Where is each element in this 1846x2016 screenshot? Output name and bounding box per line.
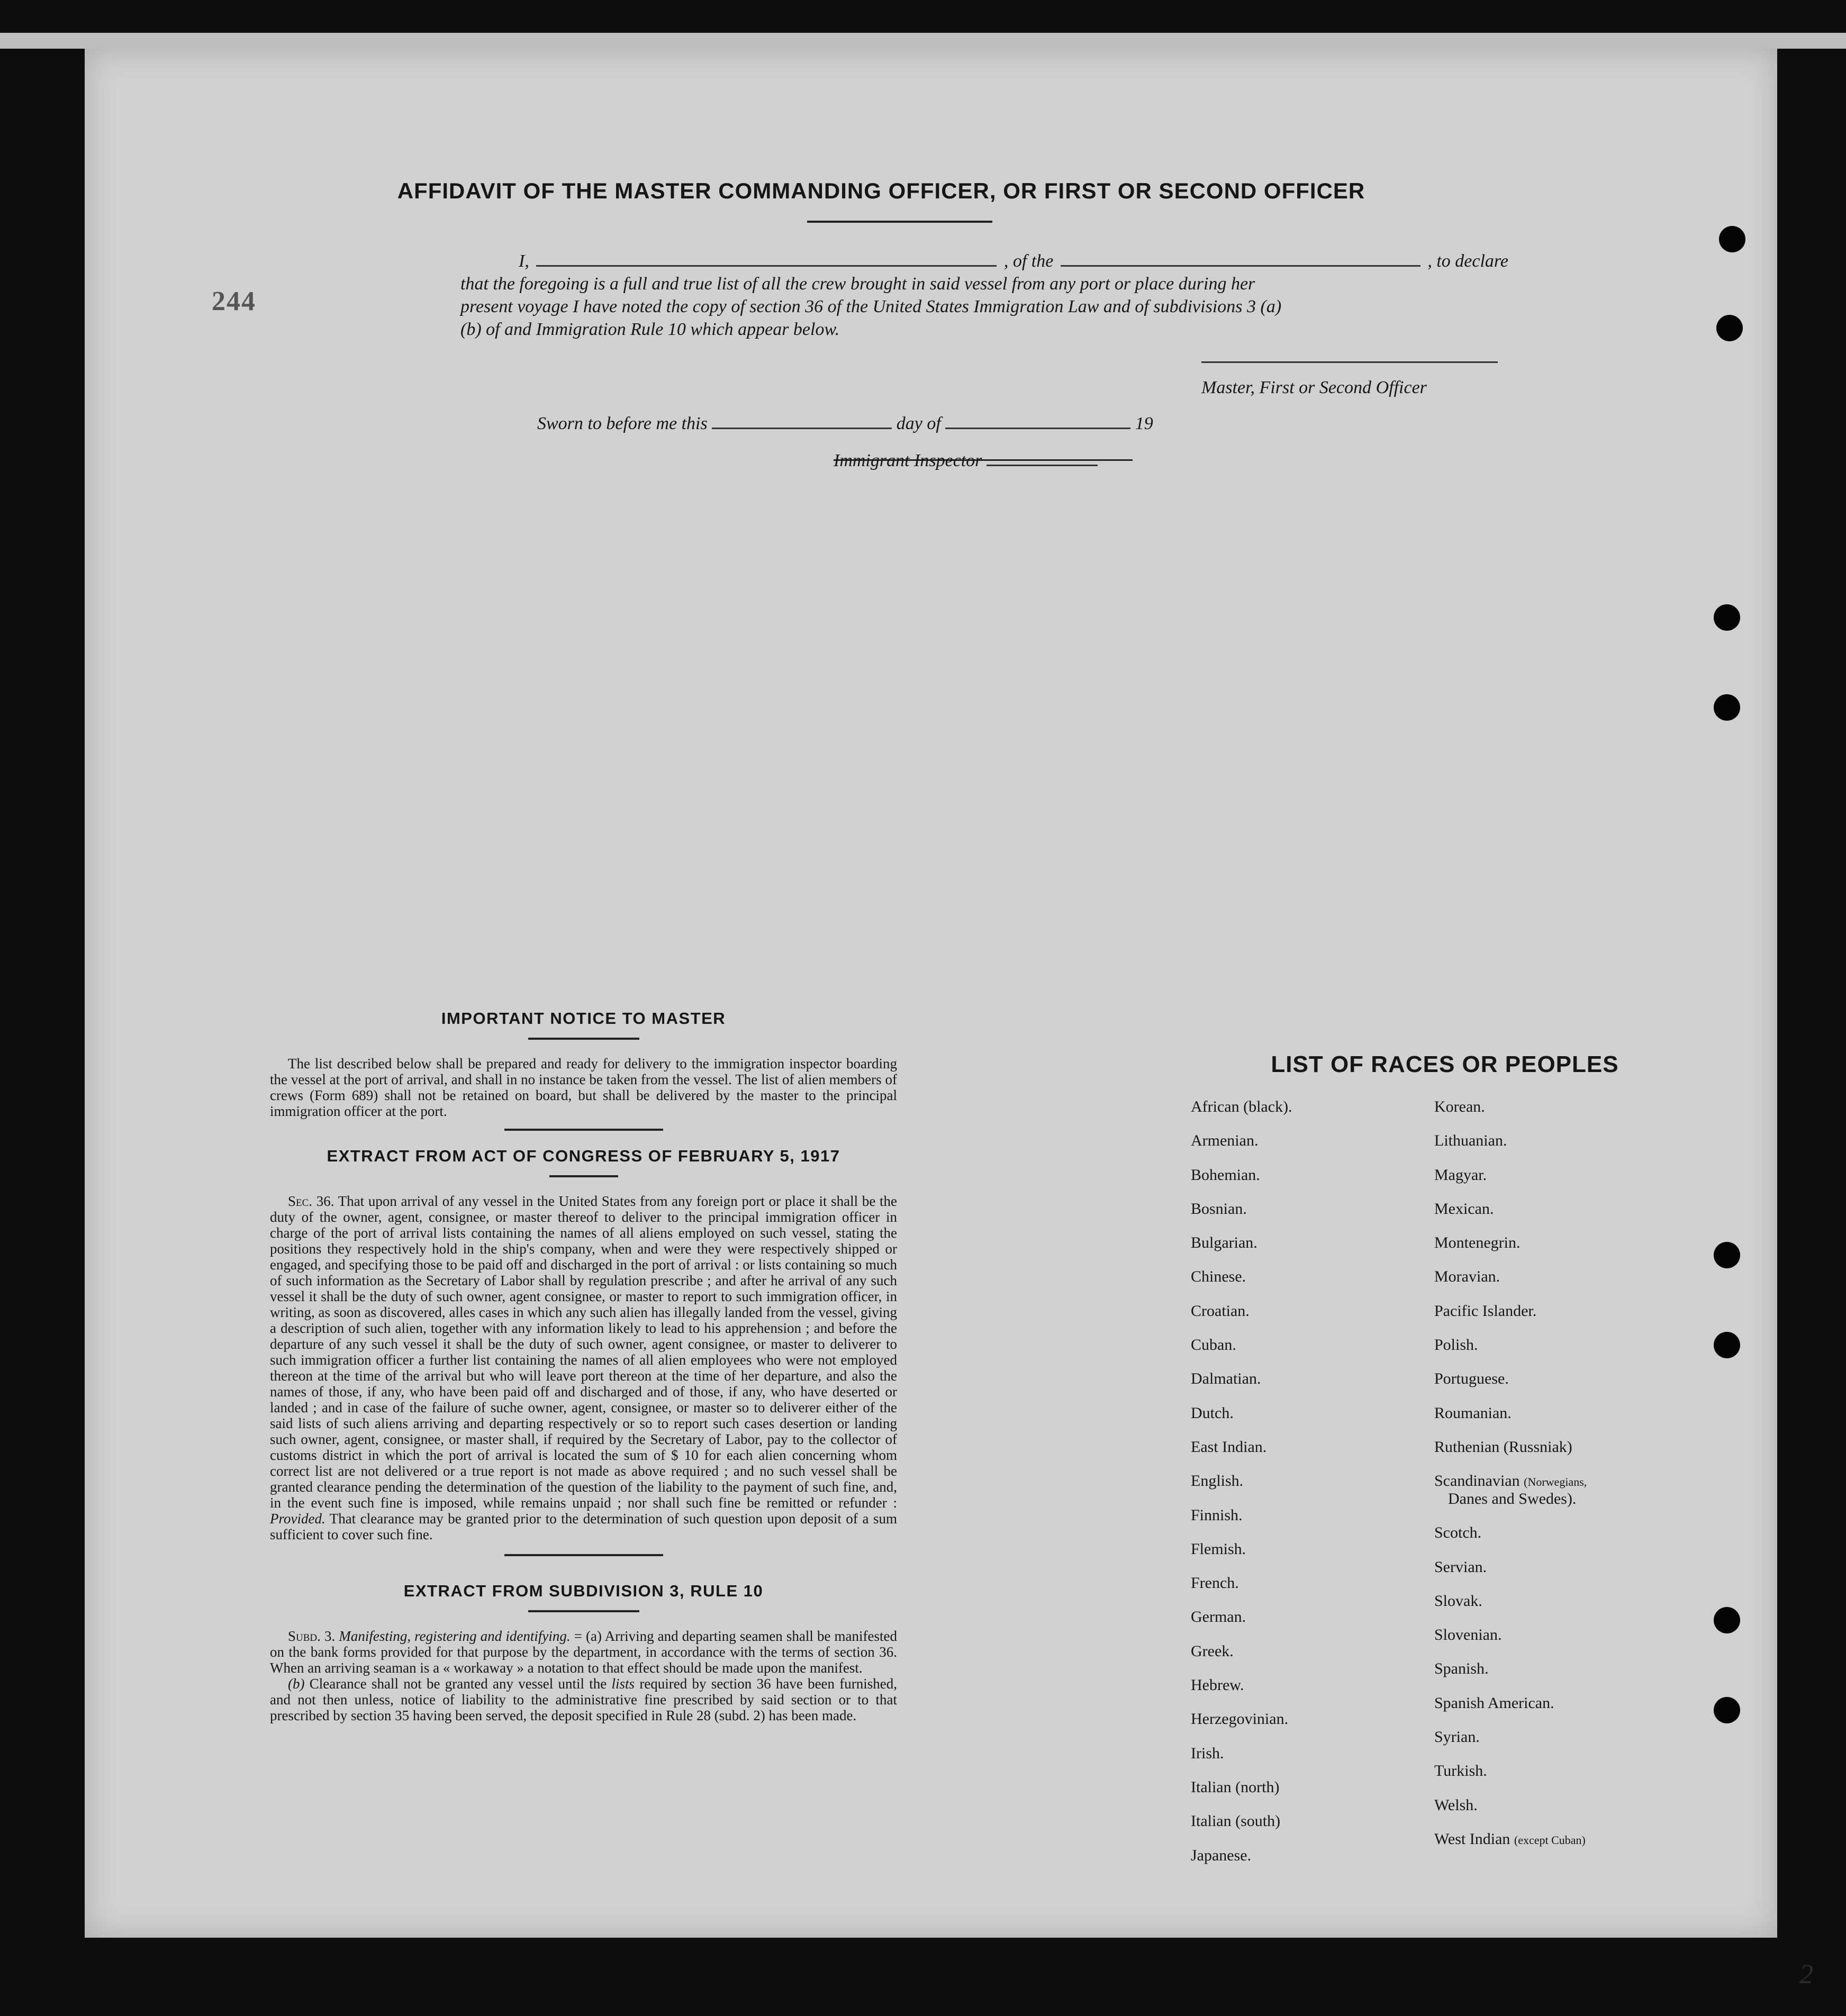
- race-item: Syrian.: [1434, 1728, 1480, 1746]
- race-item: Dutch.: [1191, 1404, 1234, 1422]
- rule-para-b-text-2: required by section 36 have been furnished, and not then unless, notice of liability to the administrative fine prescribed by said section or to that prescribed by section 35 having been served, the deposit specified in Rule 28 (subd. 2) has been made.: [270, 1676, 898, 1723]
- race-item: English.: [1191, 1472, 1244, 1490]
- race-item: Bohemian.: [1191, 1166, 1260, 1184]
- race-item: Mexican.: [1434, 1200, 1494, 1218]
- race-item: Ruthenian (Russniak): [1434, 1438, 1572, 1456]
- race-item: African (black).: [1191, 1098, 1292, 1115]
- race-item: Finnish.: [1191, 1506, 1243, 1524]
- act-section-text-end: That clearance may be granted prior to the determination of such question upon deposit of a sum sufficient to cover such fine.: [270, 1511, 897, 1542]
- race-item: Spanish American.: [1434, 1694, 1554, 1712]
- affidavit-line-3: present voyage I have noted the copy of section 36 of the United States Immigration Law and of subdivisions 3 (a): [460, 297, 1282, 316]
- sworn-month-blank[interactable]: [945, 427, 1130, 429]
- rule-b-label: (b): [288, 1676, 305, 1692]
- race-item: Turkish.: [1434, 1762, 1487, 1780]
- affidavit-body: [460, 250, 1508, 341]
- race-item: Magyar.: [1434, 1166, 1487, 1184]
- race-item: Spanish.: [1434, 1660, 1489, 1678]
- race-item: French.: [1191, 1574, 1239, 1592]
- notice-divider: [504, 1129, 663, 1131]
- sworn-label: Sworn to before me this: [537, 414, 708, 433]
- binder-hole: [1714, 604, 1740, 631]
- binder-hole: [1714, 1607, 1740, 1633]
- notice-column: [270, 1009, 897, 1723]
- rule-para-a: [270, 1628, 897, 1676]
- title-underline: [807, 221, 992, 223]
- race-item: [1434, 1830, 1667, 1864]
- race-item: East Indian.: [1191, 1438, 1267, 1456]
- notice-heading: IMPORTANT NOTICE TO MASTER: [441, 1009, 726, 1028]
- race-item-label: West Indian: [1434, 1830, 1510, 1848]
- binder-hole: [1714, 1697, 1740, 1723]
- race-item: Roumanian.: [1434, 1404, 1512, 1422]
- race-item: Lithuanian.: [1434, 1132, 1507, 1150]
- races-right-column: [1434, 1098, 1667, 1881]
- rule-subd-label: Subd. 3.: [288, 1628, 336, 1644]
- race-item: Japanese.: [1191, 1846, 1252, 1864]
- affidavit-line-4: (b) of and Immigration Rule 10 which appear below.: [460, 320, 840, 339]
- act-text: [270, 1193, 897, 1542]
- race-item: Armenian.: [1191, 1132, 1259, 1150]
- binder-hole: [1714, 1332, 1740, 1358]
- affidavit-i: I,: [519, 251, 529, 271]
- sworn-line: [537, 414, 1153, 434]
- rule-subd-title: Manifesting, registering and identifying.: [339, 1628, 571, 1644]
- race-item: Slovak.: [1434, 1592, 1482, 1610]
- act-section-label: Sec. 36.: [288, 1193, 334, 1209]
- affidavit-line-2: that the foregoing is a full and true list of all the crew brought in said vessel from any port or place during her: [460, 274, 1255, 294]
- rule-heading-rule: [528, 1610, 639, 1612]
- rule-para-b: [270, 1676, 897, 1723]
- races-left-column: [1191, 1098, 1434, 1881]
- year-prefix: 19: [1135, 414, 1153, 433]
- race-item: Korean.: [1434, 1098, 1485, 1115]
- race-item: Portuguese.: [1434, 1370, 1509, 1388]
- act-provided: Provided.: [270, 1511, 325, 1527]
- race-item: Welsh.: [1434, 1796, 1478, 1814]
- rule-para-b-text-1: Clearance shall not be granted any vessel until the: [309, 1676, 607, 1692]
- affidavit-of-the: , of the: [1003, 251, 1054, 271]
- race-item: Pacific Islander.: [1434, 1302, 1537, 1320]
- races-list: [1191, 1098, 1667, 1881]
- race-item: Polish.: [1434, 1336, 1478, 1354]
- race-item: Montenegrin.: [1434, 1234, 1521, 1252]
- inspector-line: [834, 451, 1098, 471]
- race-item: Bosnian.: [1191, 1200, 1247, 1218]
- race-item: [1434, 1472, 1667, 1524]
- page-number: 2: [1799, 1959, 1813, 1990]
- notice-heading-rule: [528, 1038, 639, 1040]
- act-section-text: That upon arrival of any vessel in the United States from any foreign port or place it shall be the duty of the owner, agent, consignee, or master thereof to deliver to the principal immigration officer in charge of the port of arrival lists containing the names of all aliens employed on such vessel, stating the positions they respectively hold in the ship's company, when and were they were respectively shipped or engaged, and specifying those to be paid off and discharged in the port of arrival : or lists containing so much of such information as the Secretary of Labor shall by regulation prescribe ; and after he arrival of any such vessel it shall be the duty of such owner, agent consignee, or master to report to such immigration officer, in writing, as soon as discovered, alles cases in which any such alien has illegally landed from the vessel, giving a description of such alien, together with any information likely to lead to his apprehension ; and before the departure of any such vessel it shall be the duty of such owner, agent consignee, or master to deliverer to such immigration officer a further list containing the names of all alien employees who were not employed thereon at the time of the arrival but who will leave port thereon at the time of her departure, and also the names of those, if any, who have been paid off and discharged and of those, if any, who have deserted or landed ; and in case of the failure of suche owner, agent, consignee, or master so to deliverer either of the said lists of such aliens arriving and departing respectively or so to report such cases desertion or landing such owner, agent, consignee, or master shall, if required by the Secretary of Labor, pay to the collector of customs district in which the port of arrival is located the sum of $ 10 for each alien concerning whom correct list are not delivered or a true report is not made as above required ; and no such vessel shall be granted clearance pending the determination of the question of the liability to the payment of such fine, and, in the event such fine is imposed, while remains unpaid ; nor shall such fine be remitted or refunder :: [270, 1193, 898, 1511]
- affidavit-to-declare: , to declare: [1427, 251, 1508, 271]
- act-divider: [504, 1554, 663, 1556]
- race-item: Moravian.: [1434, 1268, 1500, 1286]
- race-item: Irish.: [1191, 1744, 1224, 1762]
- race-item-note-line: Danes and Swedes).: [1448, 1490, 1577, 1508]
- race-item: Dalmatian.: [1191, 1370, 1261, 1388]
- signature-blank[interactable]: [1201, 361, 1498, 363]
- binder-hole: [1719, 226, 1745, 252]
- sheet-top-edge: [0, 33, 1846, 49]
- act-heading-rule: [549, 1175, 618, 1177]
- race-item-note: (Norwegians,: [1524, 1475, 1587, 1489]
- inspector-label: Immigrant Inspector: [834, 451, 982, 470]
- races-title: LIST OF RACES OR PEOPLES: [1271, 1051, 1619, 1077]
- inspector-blank[interactable]: [987, 464, 1098, 466]
- act-heading: EXTRACT FROM ACT OF CONGRESS OF FEBRUARY 5, 1917: [327, 1147, 840, 1165]
- margin-mark: 244: [212, 286, 256, 316]
- binder-hole: [1714, 694, 1740, 721]
- race-item: Scotch.: [1434, 1524, 1482, 1542]
- race-item: Greek.: [1191, 1642, 1234, 1660]
- binder-hole: [1714, 1242, 1740, 1268]
- sworn-day-blank[interactable]: [712, 427, 892, 429]
- race-item: Cuban.: [1191, 1336, 1236, 1354]
- name-blank[interactable]: [536, 265, 997, 267]
- race-item: Croatian.: [1191, 1302, 1250, 1320]
- binder-hole: [1716, 315, 1743, 341]
- race-item: Servian.: [1434, 1558, 1487, 1576]
- race-item: Slovenian.: [1434, 1626, 1502, 1644]
- day-of-label: day of: [896, 414, 941, 433]
- notice-text: The list described below shall be prepared and ready for delivery to the immigration inspector boarding the vessel at the port of arrival, and shall in no instance be taken from the vessel. The list of alien members of crews (Form 689) shall not be retained on board, but shall be delivered by the master to the principal immigration officer at the port.: [270, 1056, 897, 1119]
- races-column: [1191, 1051, 1667, 1881]
- rule-para-b-lists: lists: [611, 1676, 635, 1692]
- rule-heading: EXTRACT FROM SUBDIVISION 3, RULE 10: [403, 1582, 764, 1600]
- vessel-blank[interactable]: [1061, 265, 1420, 267]
- race-item: Flemish.: [1191, 1540, 1246, 1558]
- race-item: Italian (south): [1191, 1812, 1281, 1830]
- signature-label: Master, First or Second Officer: [1201, 378, 1427, 397]
- race-item: Italian (north): [1191, 1778, 1280, 1796]
- race-item: Chinese.: [1191, 1268, 1246, 1286]
- rule-para-a-text: = (a) Arriving and departing seamen shall be manifested on the bank forms provided for that purpose by the department, in accordance with the terms of section 36. When an arriving seaman is a « workaway » a notation to that effect should be made upon the manifest.: [270, 1628, 898, 1676]
- race-item: German.: [1191, 1608, 1246, 1626]
- race-item: Hebrew.: [1191, 1676, 1244, 1694]
- race-item: Herzegovinian.: [1191, 1710, 1289, 1728]
- signature-block: [1201, 361, 1508, 398]
- race-item: Bulgarian.: [1191, 1234, 1257, 1252]
- affidavit-line-1: [460, 250, 1508, 273]
- race-item-note: (except Cuban): [1514, 1833, 1586, 1847]
- race-item-label: Scandinavian: [1434, 1472, 1520, 1490]
- affidavit-title: AFFIDAVIT OF THE MASTER COMMANDING OFFICER, OR FIRST OR SECOND OFFICER: [397, 178, 1365, 203]
- document-sheet: [85, 49, 1813, 1990]
